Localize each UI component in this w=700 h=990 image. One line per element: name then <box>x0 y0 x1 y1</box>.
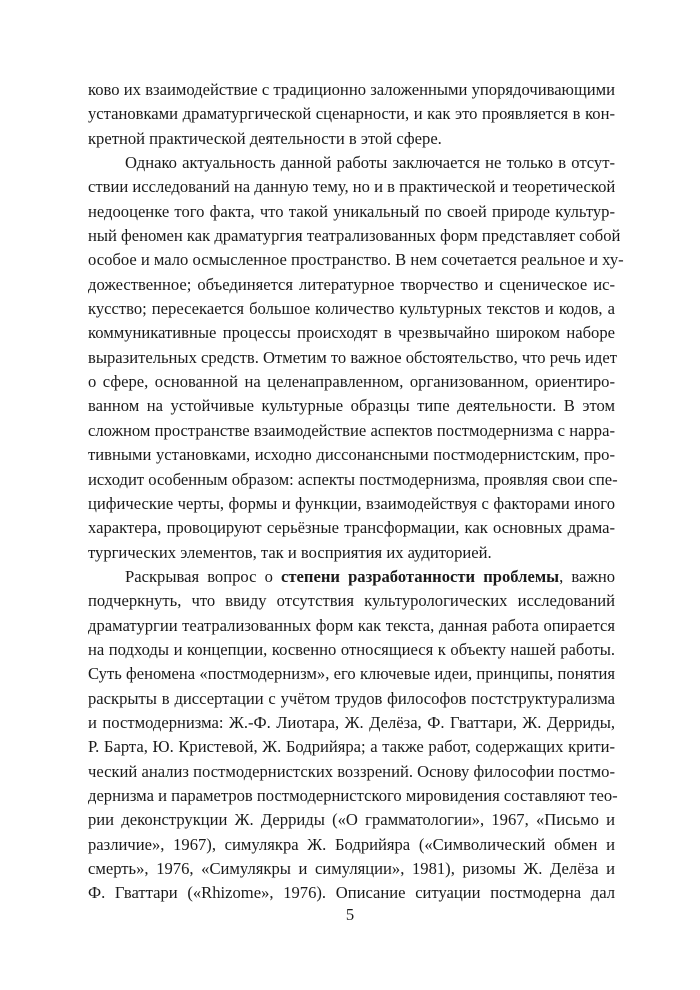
text-line: о сфере, основанной на целенаправленном, организованном, ориентиро- <box>88 372 615 392</box>
text-line: установками драматургической сценарности, и как это проявляется в кон- <box>88 104 615 124</box>
text-line: ческий анализ постмодернистских воззрений. Основу философии постмо- <box>88 761 615 781</box>
bold-term: степени разработанности проблемы <box>281 566 560 586</box>
text-line: тивными установками, исходно диссонансными постмодернистским, про- <box>88 445 615 465</box>
text-span: Раскрывая вопрос о <box>125 566 282 586</box>
text-line: Р. Барта, Ю. Кристевой, Ж. Бодрийяра; а также работ, содержащих крити- <box>88 737 615 757</box>
text-span: , важно <box>559 566 616 586</box>
text-line: выразительных средств. Отметим то важное обстоятельство, что речь идет <box>88 347 617 367</box>
text-line: различие», 1967), симулякра Ж. Бодрийяра («Символический обмен и <box>88 834 615 854</box>
text-line: дернизма и параметров постмодернистского мировидения составляют тео- <box>88 785 618 805</box>
text-line: кусство; пересекается большое количество культурных текстов и кодов, а <box>88 299 615 319</box>
text-line: и постмодернизма: Ж.-Ф. Лиотара, Ж. Делёза, Ф. Гваттари, Ж. Дерриды, <box>88 712 615 732</box>
text-line: дожественное; объединяется литературное творчество и сценическое ис- <box>88 274 615 294</box>
text-line: недооценке того факта, что такой уникальный по своей природе культур- <box>88 201 615 221</box>
text-line: коммуникативные процессы происходят в чрезвычайно широком наборе <box>88 323 615 343</box>
text-line: характера, провоцируют серьёзные трансформации, как основных драма- <box>88 518 615 538</box>
text-line: кретной практической деятельности в этой сфере. <box>88 128 442 148</box>
text-line: ный феномен как драматургия театрализованных форм представляет собой <box>88 226 621 246</box>
text-line: ствии исследований на данную тему, но и в практической и теоретической <box>88 177 616 197</box>
text-line: подчеркнуть, что ввиду отсутствия культурологических исследований <box>88 591 615 611</box>
text-line: цифические черты, формы и функции, взаимодействуя с факторами иного <box>88 493 615 513</box>
text-line: раскрыты в диссертации с учётом трудов философов постструктурализма <box>88 688 615 708</box>
text-line: Однако актуальность данной работы заключается не только в отсут- <box>125 153 615 173</box>
text-line: особое и мало осмысленное пространство. В нем сочетается реальное и ху- <box>88 250 624 270</box>
text-line: Суть феномена «постмодернизм», его ключевые идеи, принципы, понятия <box>88 664 615 684</box>
page-number: 5 <box>345 905 355 924</box>
text-line: рии деконструкции Ж. Дерриды («О грамматологии», 1967, «Письмо и <box>88 810 615 830</box>
text-line <box>88 565 615 589</box>
text-line: ванном на устойчивые культурные образцы типе деятельности. В этом <box>88 396 615 416</box>
body-text <box>88 78 624 906</box>
text-line: ково их взаимодействие с традиционно заложенными упорядочивающими <box>88 80 615 99</box>
text-line: драматургии театрализованных форм как текста, данная работа опирается <box>88 615 615 635</box>
text-line: смерть», 1976, «Симулякры и симуляции», 1981), ризомы Ж. Делёза и <box>88 859 615 878</box>
text-line: исходит особенным образом: аспекты постмодернизма, проявляя свои спе- <box>88 469 618 489</box>
text-line: на подходы и концепции, косвенно относящиеся к объекту нашей работы. <box>88 639 615 659</box>
text-line: тургических элементов, так и восприятия их аудиторией. <box>88 542 492 562</box>
text-line: Ф. Гваттари («Rhizome», 1976). Описание ситуации постмодерна дал <box>88 883 615 903</box>
text-line: сложном пространстве взаимодействие аспектов постмодернизма с нарра- <box>88 420 615 440</box>
